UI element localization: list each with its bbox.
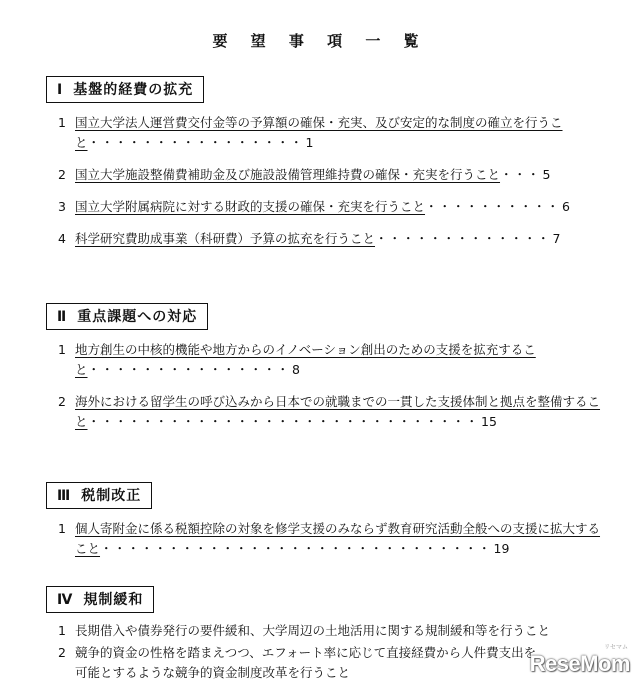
item-number: 1 — [58, 521, 66, 536]
item-text: 地方創生の中核的機能や地方からのイノベーション創出のための支援を拡充すること — [75, 342, 536, 377]
page-number: 5 — [542, 167, 551, 182]
page-number: 7 — [552, 231, 561, 246]
section-deregulation — [40, 586, 610, 683]
list-item — [40, 621, 610, 641]
section-heading — [46, 586, 154, 613]
item-number: 3 — [58, 199, 66, 214]
item-number: 2 — [58, 167, 66, 182]
watermark-logo: ReseMom — [529, 651, 630, 676]
section-heading — [46, 76, 204, 103]
leader-dots: ・・・・・・・・・・・・・ — [375, 231, 551, 246]
section-title: 規制緩和 — [83, 592, 144, 608]
item-text: 科学研究費助成事業（科研費）予算の拡充を行うこと — [75, 231, 376, 246]
page-number: 15 — [481, 414, 497, 429]
section-numeral: Ⅲ — [57, 488, 72, 504]
page-number: 6 — [562, 199, 570, 214]
section-title: 重点課題への対応 — [77, 309, 198, 325]
item-text: 国立大学施設整備費補助金及び施設設備管理維持費の確保・充実を行うこと — [75, 167, 501, 182]
section-numeral: Ⅱ — [57, 309, 68, 325]
leader-dots: ・・・・・・・・・・・・・・・ — [87, 362, 291, 377]
section-heading — [46, 482, 152, 509]
item-text: 国立大学法人運営費交付金等の予算額の確保・充実、及び安定的な制度の確立を行うこと — [75, 115, 563, 150]
page-number: 19 — [493, 541, 510, 556]
leader-dots: ・・・・・・・・・・・・・・・・・・・・・・・・・・・・・ — [87, 414, 480, 429]
leader-dots: ・・・ — [500, 167, 541, 182]
item-number: 1 — [58, 342, 66, 357]
item-text: 競争的資金の性格を踏まえつつ、エフォート率に応じて直接経費から人件費支出を可能とするような競争的資金制度改革を行うこと — [75, 645, 537, 680]
section-title: 基盤的経費の拡充 — [73, 82, 194, 98]
list-item — [40, 113, 610, 153]
list-item — [40, 643, 610, 683]
item-number: 1 — [58, 115, 66, 130]
list-item — [40, 340, 610, 380]
list-item — [40, 392, 610, 432]
item-text: 長期借入や債券発行の要件緩和、大学周辺の土地活用に関する規制緩和等を行うこと — [75, 623, 551, 638]
watermark-subtext: リセマム — [604, 644, 628, 651]
section-basic-funding — [40, 76, 610, 249]
section-title: 税制改正 — [81, 488, 142, 504]
leader-dots: ・・・・・・・・・・ — [425, 199, 561, 214]
list-item — [40, 519, 610, 559]
leader-dots: ・・・・・・・・・・・・・・・・・・・・・・・・・・・・・ — [100, 541, 492, 556]
item-text: 個人寄附金に係る税額控除の対象を修学支援のみならず教育研究活動全般への支援に拡大すること — [75, 521, 601, 556]
document-title: 要 望 事 項 一 覧 — [212, 32, 428, 50]
list-item — [40, 229, 610, 249]
item-number: 2 — [58, 394, 66, 409]
section-numeral: Ⅰ — [57, 82, 64, 98]
page-number: 8 — [292, 362, 300, 377]
item-number: 4 — [58, 231, 66, 246]
leader-dots: ・・・・・・・・・・・・・・・・ — [87, 135, 304, 150]
section-numeral: Ⅳ — [57, 592, 74, 608]
item-text: 海外における留学生の呼び込みから日本での就職までの一貫した支援体制と拠点を整備すること — [75, 394, 601, 429]
section-tax-reform — [40, 482, 610, 559]
item-number: 2 — [58, 645, 66, 660]
item-text: 国立大学附属病院に対する財政的支援の確保・充実を行うこと — [75, 199, 426, 214]
section-heading — [46, 303, 208, 330]
section-priority-issues — [40, 303, 610, 432]
item-number: 1 — [58, 623, 66, 638]
list-item — [40, 165, 610, 185]
list-item — [40, 197, 610, 217]
page-number: 1 — [305, 135, 314, 150]
